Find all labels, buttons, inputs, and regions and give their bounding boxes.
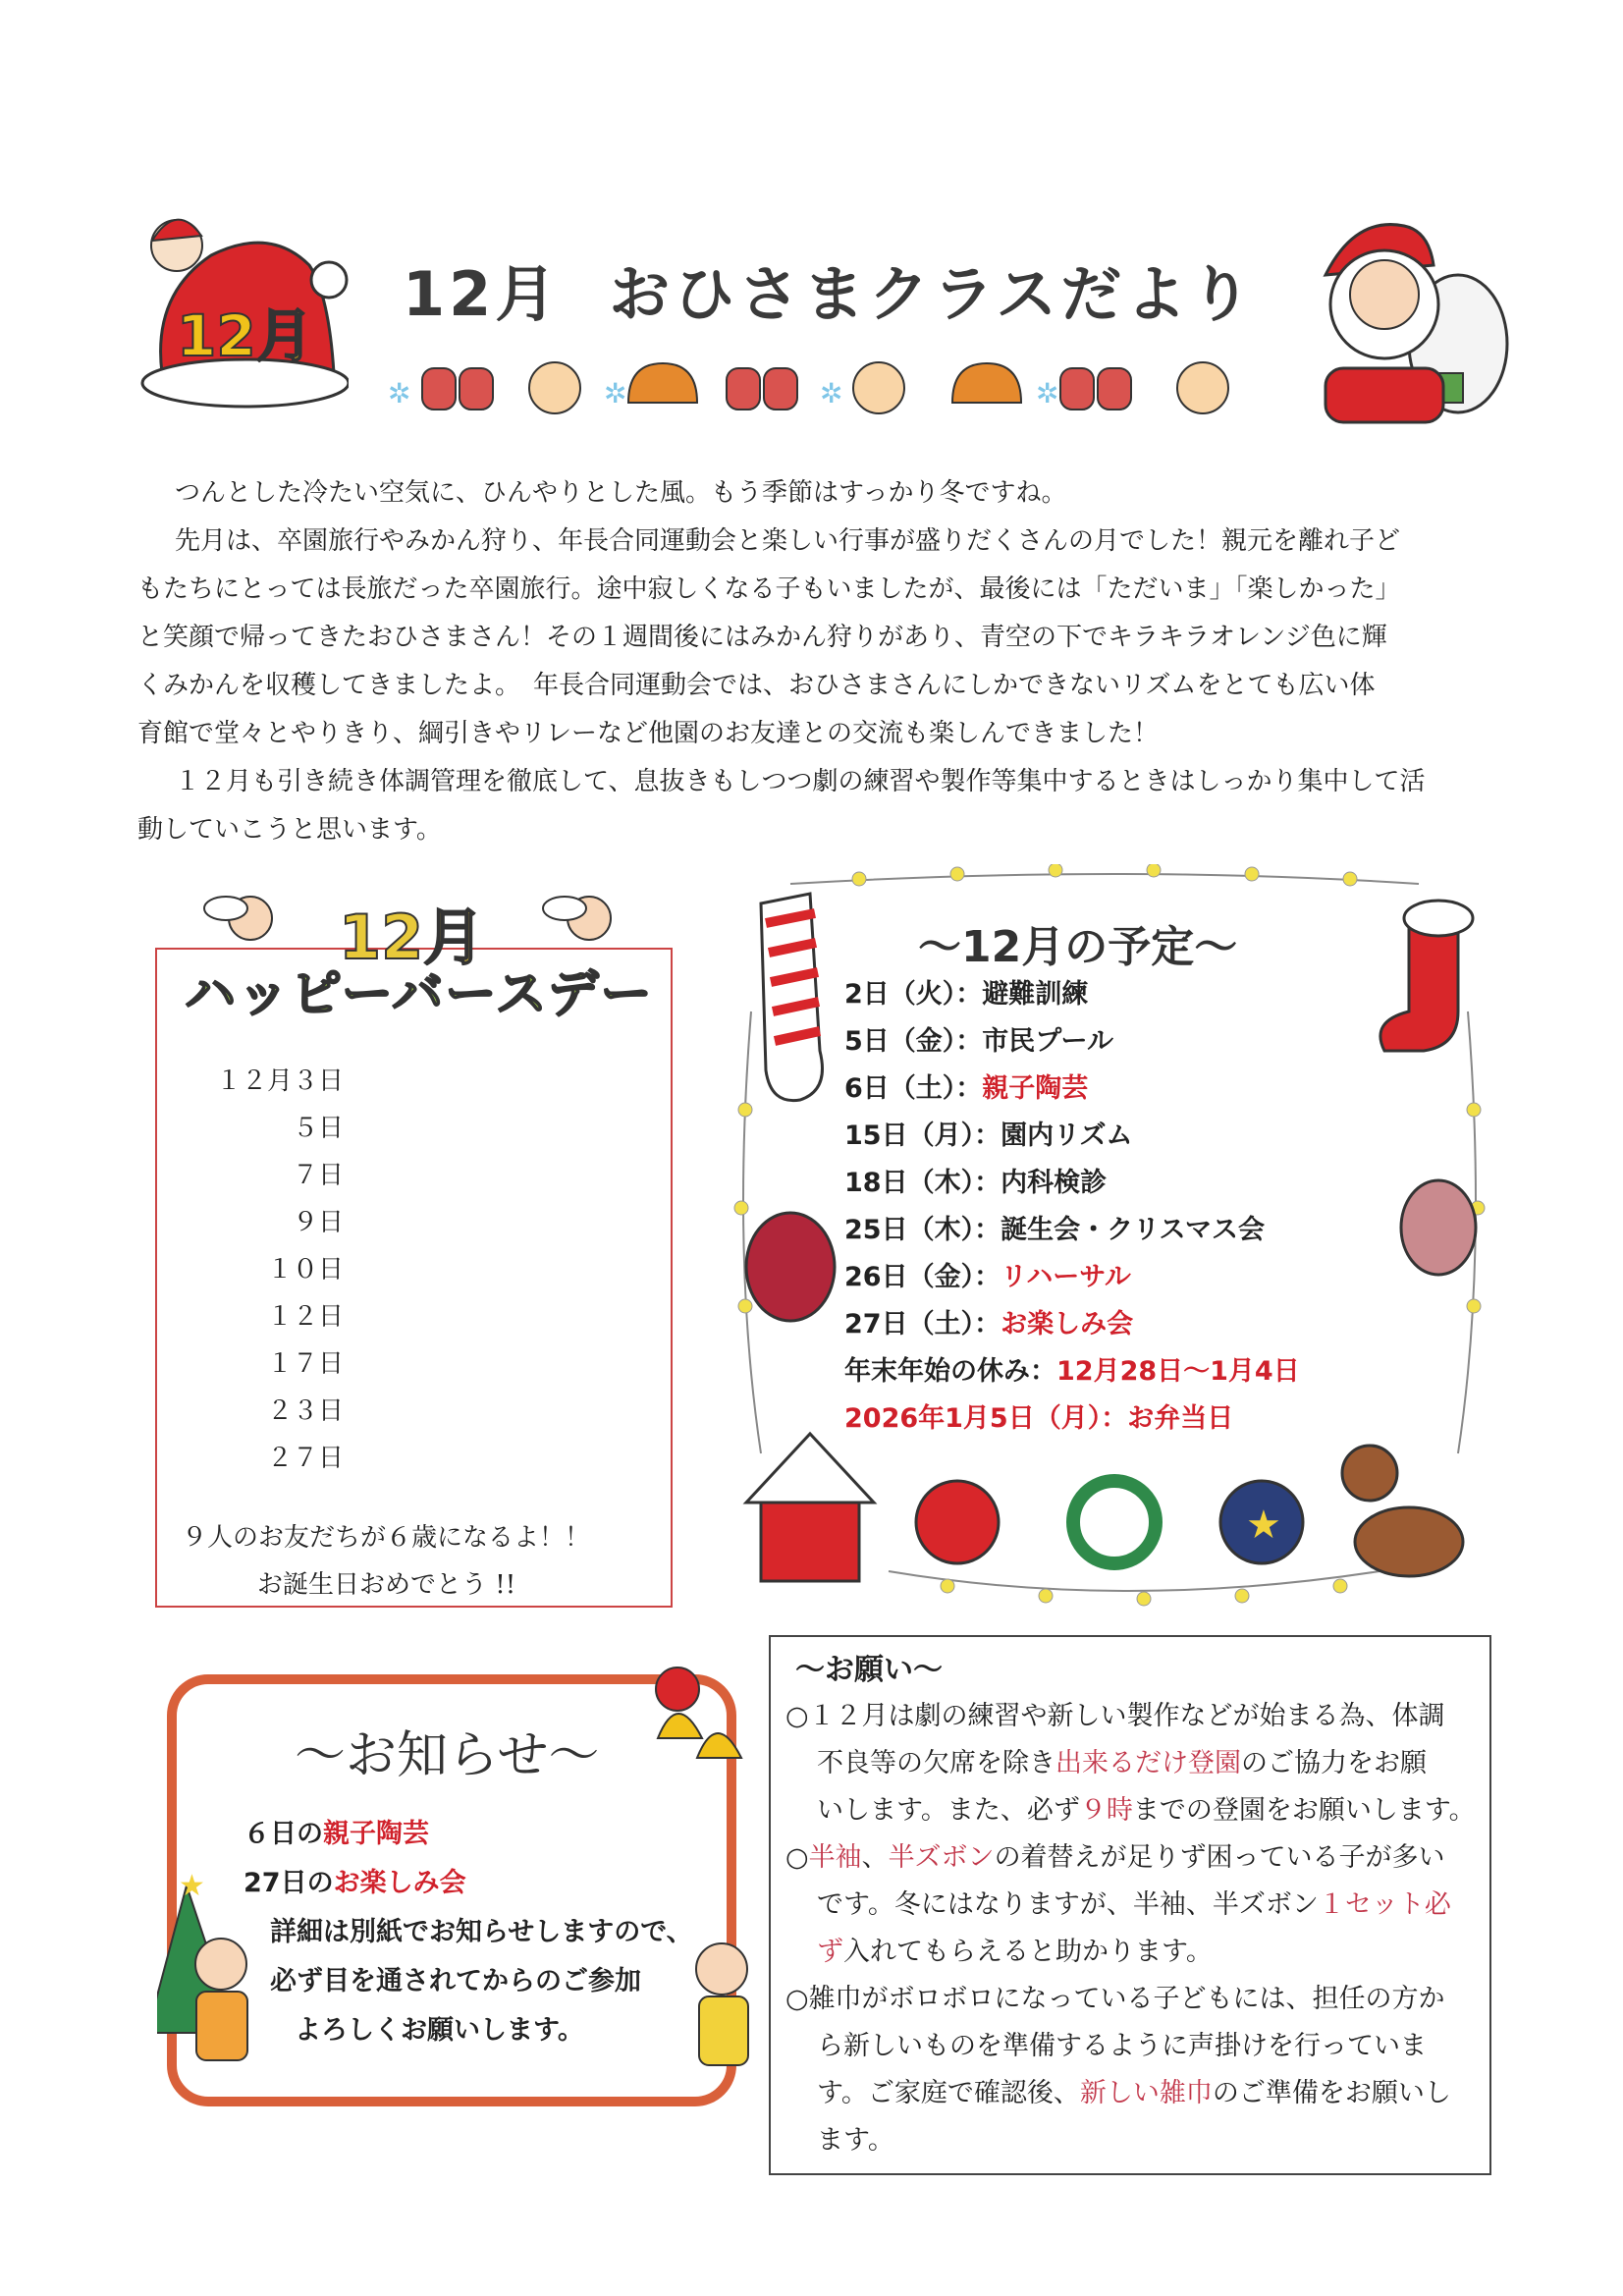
svg-text:✲: ✲ (1036, 377, 1059, 410)
title-text: おひさまクラスだより (609, 258, 1256, 330)
request-highlight: ず (817, 1937, 843, 1967)
request-text: ○ (785, 1842, 809, 1873)
schedule-row (844, 972, 1088, 1011)
intro-p2-l1: 先月は、卒園旅行やみかん狩り、年長合同運動会と楽しい行事が盛りだくさんの月でした！親元を離れ子ど (175, 526, 1401, 556)
svg-text:✲: ✲ (820, 377, 843, 410)
request-text: す。ご家庭で確認後、 (817, 2078, 1080, 2108)
intro-p1: つんとした冷たい空気に、ひんやりとした風。もう季節はすっかり冬ですね。 (175, 478, 1067, 508)
birthday-date: ２７日 (266, 1444, 344, 1473)
lunch-date: 2026年1月5日（月） (844, 1403, 1102, 1434)
schedule-lunch (844, 1396, 1233, 1435)
request-text: 、 (861, 1842, 889, 1873)
holiday-value: 12月28日～1月4日 (1056, 1356, 1300, 1387)
intro-p3-l1: １２月も引き続き体調管理を徹底して、息抜きもしつつ劇の練習や製作等集中するときはしっかり集中して活 (175, 767, 1426, 796)
notice-line: 詳細は別紙でお知らせしますので、 (270, 1917, 693, 1947)
schedule-row (844, 1302, 1133, 1340)
request-line (817, 1883, 1451, 1921)
santa-illustration (1286, 206, 1512, 432)
request-highlight: 出来るだけ登園 (1055, 1748, 1241, 1778)
schedule-event: 避難訓練 (982, 979, 1089, 1010)
schedule-row (844, 1208, 1265, 1246)
birthday-date: ９日 (292, 1208, 344, 1237)
schedule-row (844, 1114, 1133, 1152)
notice-title: ～お知らせ～ (295, 1726, 600, 1785)
intro-p2-l4: くみかんを収穫してきましたよ。 年長合同運動会では、おひさまさんにしかできないリズムをとても広い体 (137, 671, 1376, 700)
schedule-event: 市民プール (982, 1026, 1113, 1057)
schedule-date: 27日（土）： (844, 1309, 1001, 1339)
intro-p3-l2: 動していこうと思います。 (137, 815, 442, 845)
request-line: ます。 (817, 2125, 894, 2156)
notice-event: 親子陶芸 (323, 1819, 429, 1849)
request-highlight: １セット必 (1318, 1889, 1451, 1920)
intro-text (137, 469, 1512, 854)
birthday-date: ２３日 (266, 1396, 344, 1426)
birthday-date: ５日 (292, 1114, 344, 1143)
request-text: までの登園をお願いします。 (1132, 1795, 1476, 1826)
notice-day: 27日の (243, 1868, 334, 1898)
schedule-row (844, 1066, 1088, 1105)
svg-text:★: ★ (1246, 1503, 1281, 1548)
request-line (817, 1930, 1213, 1968)
request-highlight: 新しい雑巾 (1079, 2078, 1213, 2108)
schedule-holiday (844, 1349, 1300, 1388)
schedule-row (844, 1161, 1107, 1199)
svg-text:✲: ✲ (388, 377, 411, 410)
schedule-row (844, 1019, 1113, 1058)
svg-text:★: ★ (179, 1869, 205, 1903)
notice-day: ６日の (243, 1819, 323, 1849)
notice-line: よろしくお願いします。 (295, 2015, 584, 2046)
mitten-garland (383, 349, 1267, 437)
intro-p2-l2: もたちにとっては長旅だった卒園旅行。途中寂しくなる子もいましたが、最後には「ただいま」「楽しかった」 (137, 574, 1401, 604)
request-line: ら新しいものを準備するように声掛けを行っていま (817, 2031, 1427, 2061)
svg-text:✲: ✲ (604, 377, 627, 410)
request-line (785, 1835, 1445, 1874)
request-text: の着替えが足りず困っている子が多い (994, 1842, 1445, 1873)
schedule-date: 18日（木）： (844, 1168, 1001, 1198)
schedule-title: ～12月の予定～ (918, 922, 1238, 972)
birthday-message: ９人のお友だちが６歳になるよ！！ (182, 1523, 591, 1553)
schedule-date: 2日（火）： (844, 979, 983, 1010)
schedule-date: 15日（月）： (844, 1121, 1001, 1151)
schedule-date: 26日（金）： (844, 1262, 1001, 1292)
intro-p2-l3: と笑顔で帰ってきたおひさまさん！その１週間後にはみかん狩りがあり、青空の下でキラキラオレンジ色に輝 (137, 623, 1387, 652)
request-text: のご準備をお願いし (1212, 2078, 1451, 2108)
request-line: ○雑巾がボロボロになっている子どもには、担任の方か (785, 1984, 1445, 2014)
notice-line (243, 1812, 429, 1850)
schedule-event: 内科検診 (1001, 1168, 1108, 1198)
request-text: 不良等の欠席を除き (817, 1748, 1055, 1778)
schedule-row (844, 1255, 1131, 1293)
schedule-event: リハーサル (1001, 1262, 1131, 1292)
schedule-date: 6日（土）： (844, 1073, 983, 1104)
badge-text: 12月 (177, 302, 313, 369)
schedule-event: お楽しみ会 (1001, 1309, 1134, 1339)
birthday-title: ハッピーバースデー (185, 965, 654, 1024)
request-text: です。冬にはなりますが、半袖、半ズボン (817, 1889, 1319, 1920)
birthday-date: １２日 (266, 1302, 344, 1332)
request-text: のご協力をお願 (1241, 1748, 1427, 1778)
birthday-date: １７日 (266, 1349, 344, 1379)
title-month: 12月 (403, 258, 561, 330)
schedule-event: 誕生会・クリスマス会 (1001, 1215, 1265, 1245)
notice-line (243, 1861, 466, 1899)
request-line (817, 1788, 1476, 1827)
birthday-congrats: お誕生日おめでとう !! (257, 1570, 516, 1600)
request-line (817, 2071, 1451, 2109)
birthday-date: １２月３日 (215, 1066, 344, 1096)
request-line: ○１２月は劇の練習や新しい製作などが始まる為、体調 (785, 1701, 1445, 1731)
request-title: ～お願い～ (795, 1653, 943, 1687)
intro-p2-l5: 育館で堂々とやりきり、綱引きやリレーなど他園のお友達との交流も楽しんできました！ (137, 719, 1160, 748)
birthday-title-month: 12月 (339, 902, 485, 973)
notice-event: お楽しみ会 (333, 1868, 466, 1898)
schedule-event: 親子陶芸 (982, 1073, 1089, 1104)
schedule-date: 25日（木）： (844, 1215, 1001, 1245)
request-highlight: 半ズボン (888, 1842, 995, 1873)
request-text: いします。また、必ず (817, 1795, 1080, 1826)
request-highlight: ９時 (1079, 1795, 1133, 1826)
birthday-date: １０日 (266, 1255, 344, 1285)
request-line (817, 1741, 1427, 1779)
birthday-date: ７日 (292, 1161, 344, 1190)
schedule-event: 園内リズム (1001, 1121, 1133, 1151)
schedule-date: 5日（金）： (844, 1026, 983, 1057)
holiday-label: 年末年始の休み： (844, 1356, 1056, 1387)
request-highlight: 半袖 (808, 1842, 862, 1873)
request-text: 入れてもらえると助かります。 (843, 1937, 1213, 1967)
lunch-event: ：お弁当日 (1101, 1403, 1234, 1434)
page-title (403, 246, 1255, 333)
notice-line: 必ず目を通されてからのご参加 (270, 1966, 641, 1996)
